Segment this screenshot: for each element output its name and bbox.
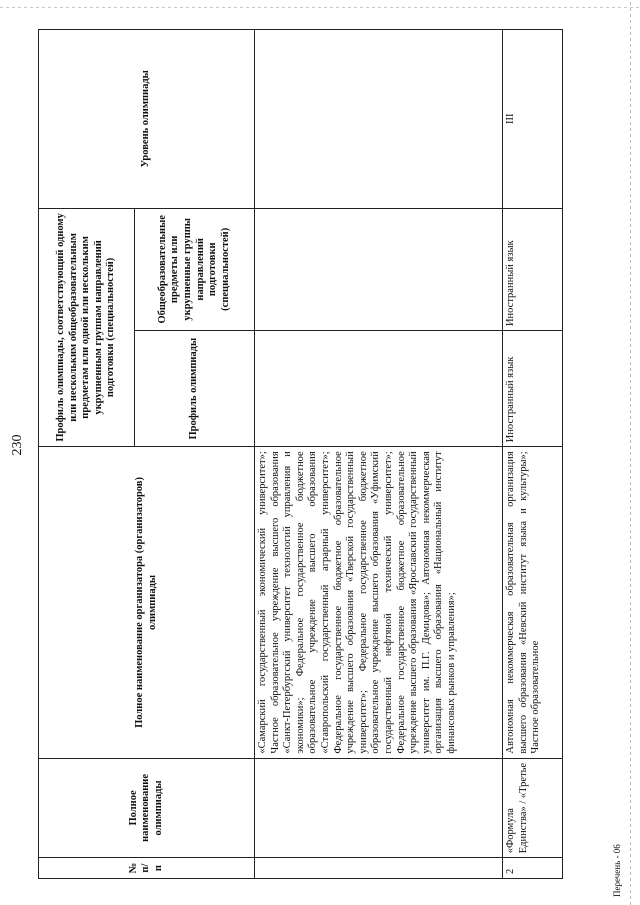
cell-general (255, 208, 503, 330)
cell-name (255, 758, 503, 858)
cell-org: Автономная некоммерческая образовательная организация высшего образования «Невский институт языка и культуры»; Частное образовательное (503, 447, 563, 758)
scan-edge-line (630, 0, 631, 905)
header-general: Общеобразовательные предметы или укрупненные группы направлений подготовки (специальностей) (135, 208, 255, 330)
table-row (503, 30, 563, 879)
header-level: Уровень олимпиады (39, 30, 255, 209)
table-row (255, 30, 503, 879)
cell-general: Иностранный язык (503, 208, 563, 330)
cell-num: 2 (503, 858, 563, 879)
cell-profile: Иностранный язык (503, 331, 563, 447)
header-org: Полное наименование организатора (организаторов) олимпиады (39, 447, 255, 758)
page-number: 230 (10, 434, 25, 456)
header-num: № п/п (39, 858, 255, 879)
cell-profile (255, 331, 503, 447)
cell-name: «Формула Единства» / «Третье (503, 758, 563, 858)
cell-num (255, 858, 503, 879)
cell-level (255, 30, 503, 209)
olympiad-table (38, 29, 563, 879)
header-name: Полное наименование олимпиады (39, 758, 255, 858)
header-profile: Профиль олимпиады (135, 331, 255, 447)
cell-level: III (503, 30, 563, 209)
footer-note: Перечень - 06 (612, 844, 622, 897)
cell-org: «Самарский государственный экономический университет»; Частное образовательное учреждение высшего образования «Санкт-Петербургский университет технологий управления и экономики»; Федеральное государственное бюджетное образовательное учреждение высшего образования «Ставропольский государственный аграрный университет»; Федеральное государственное бюджетное образовательное учреждение высшего образования «Тверской государственный университет»; Федеральное государственное бюджетное образовательное учреждение высшего образования «Уфимский государственный нефтяной технический университет»; Федеральное государственное бюджетное образовательное учреждение высшего образования «Ярославский государственный университет им. П.Г. Демидова»; Автономная некоммерческая организация высшего образования «Национальный институт финансовых рынков и управления»; (255, 447, 503, 758)
header-profile-group: Профиль олимпиады, соответствующий одному или нескольким общеобразовательным предметам или одной или нескольким укрупненным группам направлений подготовки (специальностей) (39, 208, 135, 447)
scan-edge-line (0, 7, 640, 8)
